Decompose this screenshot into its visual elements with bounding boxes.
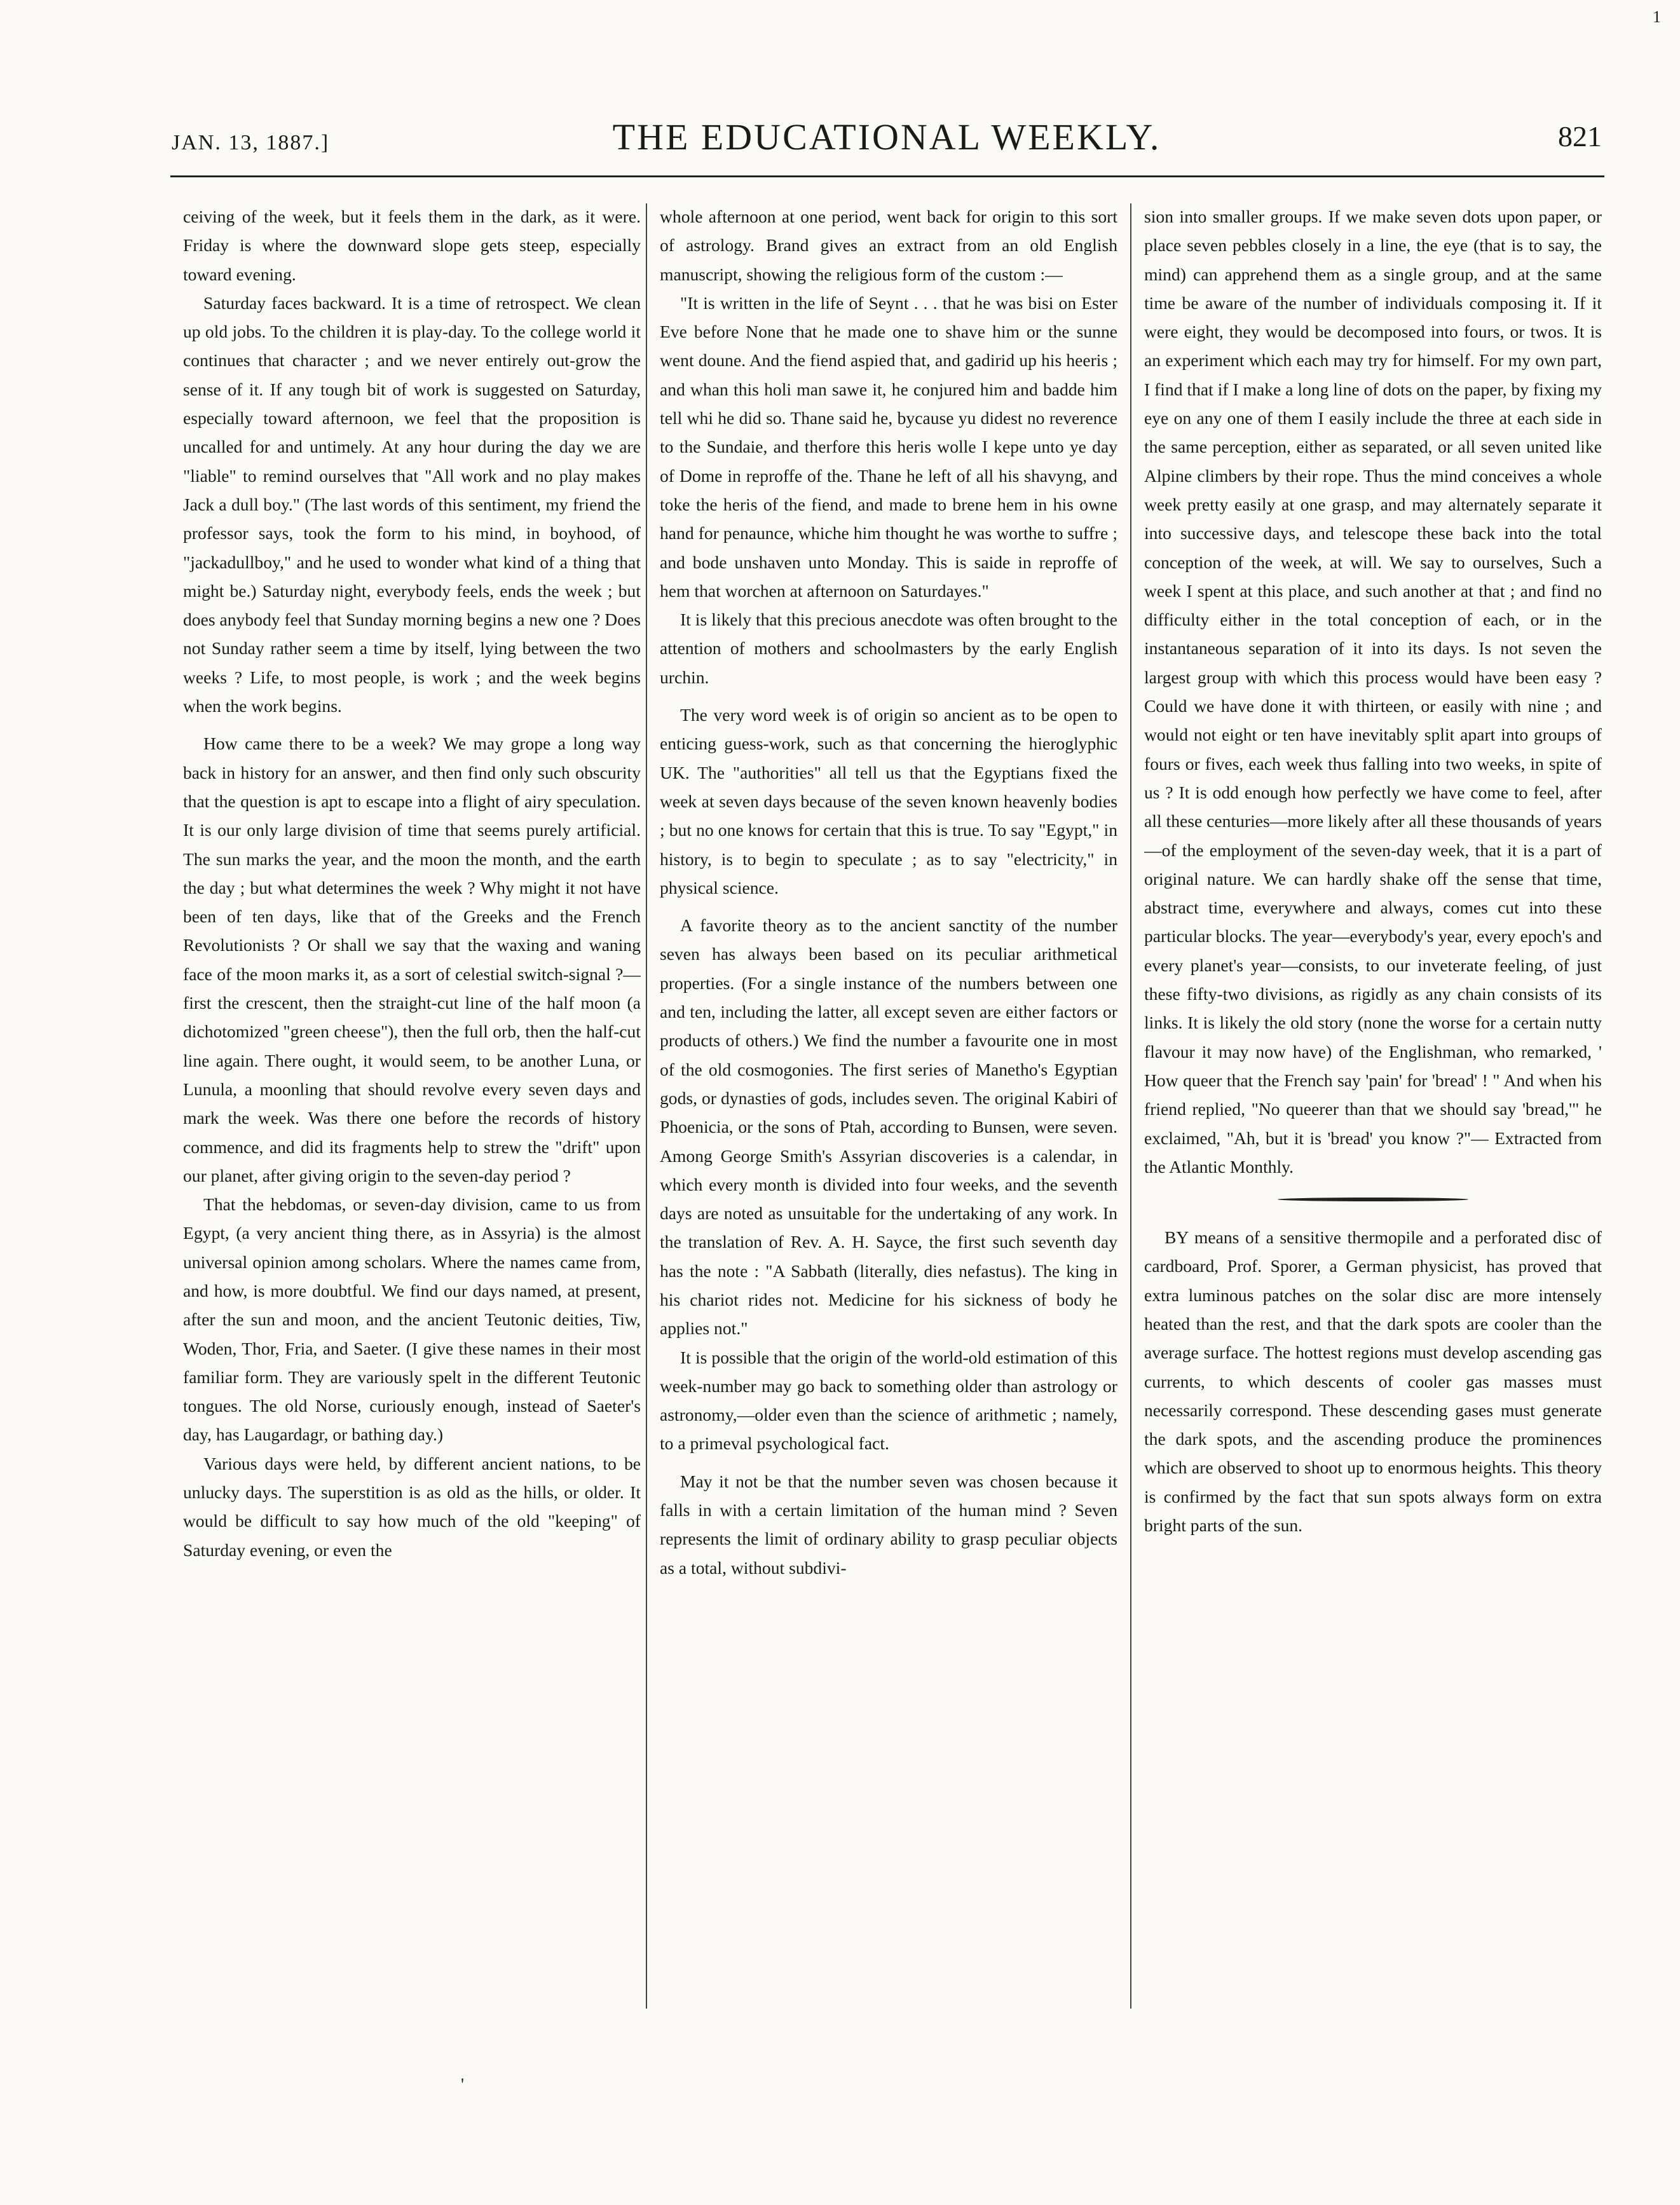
article-paragraph: May it not be that the number seven was chosen because it falls in with a certain limitation of the human mind ? Seven represents the limit of ordinary ability to grasp peculiar objects as a total, without subdivi-	[660, 1471, 1117, 1578]
article-paragraph: ceiving of the week, but it feels them in the dark, as it were. Friday is where the downward slope gets steep, especially toward evening.	[183, 207, 641, 284]
header-rule	[170, 175, 1604, 177]
article-paragraph: It is likely that this precious anecdote was often brought to the attention of mothers and schoolmasters by the early English urchin.	[660, 610, 1117, 687]
bottom-mark: '	[461, 2075, 465, 2095]
column-divider	[646, 203, 647, 2009]
article-paragraph: That the hebdomas, or seven-day division, came to us from Egypt, (a very ancient thing there, as in Assyria) is the almost universal opinion among scholars. Where the names came from, and how, is more doubtful. We find our days named, at present, after the sun and moon, and the ancient Teutonic deities, Tiw, Woden, Thor, Fria, and Saeter. (I give these names in their most familiar form. They are variously spelt in the different Teutonic tongues. The old Norse, curiously enough, instead of Saeter's day, has Laugardagr, or bathing day.)	[183, 1194, 641, 1445]
page-number: 821	[1558, 120, 1602, 153]
article-paragraph: "It is written in the life of Seynt . . . that he was bisi on Ester Eve before None that he made one to shave him or the sunne went doune. And the fiend aspied that, and gadirid up his heeris ; and whan this holi man sawe it, he conjured him and badde him tell whi he did so. Thane said he, bycause yu didest no reverence to the Sundaie, and therfore this heris wolle I kepe unto ye day of Dome in reproffe of the. Thane he left of all his shavyng, and toke the heris of the fiend, and made to brene hem in his owne hand for penaunce, whiche him thought he was worthe to suffre ; and bode unshaven unto Monday. This is saide in reproffe of hem that worchen at afternoon on Saturdayes."	[660, 292, 1117, 601]
column-1	[183, 202, 641, 2109]
article-paragraph: sion into smaller groups. If we make seven dots upon paper, or place seven pebbles closely in a line, the eye (that is to say, the mind) can apprehend them as a single group, and at the same time be aware of the number of individuals composing it. If it were eight, they would be decomposed into fours, or twos. It is an experiment which each may try for himself. For my own part, I find that if I make a long line of dots on the paper, by fixing my eye on any one of them I easily include the three at each side in the same perception, either as separated, or all seven united like Alpine climbers by their rope. Thus the mind conceives a whole week pretty easily at one grasp, and may alternately separate it into successive days, and telescope these back into the total conception of the week, at will. We say to ourselves, Such a week I spent at this place, and such another at that ; and find no difficulty either in the total conception of each, or in the instantaneous separation of it into its days. Is not seven the largest group with which this process would have been easy ? Could we have done it with thirteen, or easily with nine ; and would not eight or ten have inevitably split apart into groups of fours or fives, each week thus falling into two weeks, in spite of us ? It is odd enough how perfectly we have come to feel, after all these centuries—more likely after all these thousands of years—of the employment of the seven-day week, that it is a part of original nature. We can hardly shake off the sense that time, abstract time, everywhere and always, comes cut into these particular blocks. The year—everybody's year, every epoch's and every planet's year—consists, to our inveterate feeling, of just these fifty-two divisions, as rigidly as any chain consists of its links. It is likely the old story (none the worse for a certain nutty flavour it may now have) of the Englishman, who remarked, ' How queer that the French say 'pain' for 'bread' ! " And when his friend replied, "No queerer than that we should say 'bread,'" he exclaimed, "Ah, but it is 'bread' you know ?"— Extracted from the Atlantic Monthly.	[1144, 207, 1602, 1177]
column-2	[660, 202, 1117, 2109]
article-paragraph: It is possible that the origin of the world-old estimation of this week-number may go back to something older than astrology or astronomy,—older even than the science of arithmetic ; namely, to a primeval psychological fact.	[660, 1347, 1117, 1454]
article-paragraph: A favorite theory as to the ancient sanctity of the number seven has always been based on its peculiar arithmetical properties. (For a single instance of the numbers between one and ten, including the latter, all except seven are either factors or products of others.) We find the number a favourite one in most of the old cosmogonies. The first series of Manetho's Egyptian gods, or dynasties of gods, includes seven. The original Kabiri of Phoenicia, or the sons of Ptah, according to Bunsen, were seven. Among George Smith's Assyrian discoveries is a calendar, in which every month is divided into four weeks, and the seventh days are noted as unsuitable for the undertaking of any work. In the translation of Rev. A. H. Sayce, the first such seventh day has the note : "A Sabbath (literally, dies nefastus). The king in his chariot rides not. Medicine for his sickness of body he applies not."	[660, 915, 1117, 1339]
column-3	[1144, 202, 1602, 2109]
corner-mark: 1	[1653, 8, 1661, 26]
publication-title: THE EDUCATIONAL WEEKLY.	[612, 116, 1161, 158]
article-paragraph: The very word week is of origin so ancient as to be open to enticing guess-work, such as that concerning the hieroglyphic UK. The "authorities" all tell us that the Egyptians fixed the week at seven days because of the seven known heavenly bodies ; but no one knows for certain that this is true. To say "Egypt," in history, is to begin to speculate ; as to say "electricity," in physical science.	[660, 705, 1117, 898]
issue-date: JAN. 13, 1887.]	[172, 131, 330, 154]
article-paragraph: Saturday faces backward. It is a time of retrospect. We clean up old jobs. To the children it is play-day. To the college world it continues that character ; and we never entirely out-grow the sense of it. If any tough bit of work is suggested on Saturday, especially toward afternoon, we feel that the proposition is uncalled for and untimely. At any hour during the day we are "liable" to remind ourselves that "All work and no play makes Jack a dull boy." (The last words of this sentiment, my friend the professor says, took the form to his mind, in boyhood, of "jackadullboy," and he used to wonder what kind of a thing that might be.) Saturday night, everybody feels, ends the week ; but does anybody feel that Sunday morning begins a new one ? Does not Sunday rather seem a time by itself, lying between the two weeks ? Life, to most people, is work ; and the week begins when the work begins.	[183, 292, 641, 716]
article-paragraph: whole afternoon at one period, went back for origin to this sort of astrology. Brand gives an extract from an old English manuscript, showing the religious form of the custom :—	[660, 207, 1117, 284]
section-ornament	[1278, 1198, 1468, 1201]
column-divider	[1130, 203, 1131, 2009]
page-header	[172, 116, 1602, 167]
article-paragraph: BY means of a sensitive thermopile and a perforated disc of cardboard, Prof. Sporer, a German physicist, has proved that extra luminous patches on the solar disc are more intensely heated than the rest, and that the dark spots are cooler than the average surface. The hottest regions must develop ascending gas currents, to which descents of cooler gas masses must necessarily correspond. These descending gases must generate the dark spots, and the ascending produce the prominences which are observed to shoot up to enormous heights. This theory is confirmed by the fact that sun spots always form on extra bright parts of the sun.	[1144, 1227, 1602, 1536]
article-paragraph: Various days were held, by different ancient nations, to be unlucky days. The superstition is as old as the hills, or older. It would be difficult to say how much of the old "keeping" of Saturday evening, or even the	[183, 1453, 641, 1560]
article-paragraph: How came there to be a week? We may grope a long way back in history for an answer, and then find only such obscurity that the question is apt to escape into a flight of airy speculation. It is our only large division of time that seems purely artificial. The sun marks the year, and the moon the month, and the earth the day ; but what determines the week ? Why might it not have been of ten days, like that of the Greeks and the French Revolutionists ? Or shall we say that the waxing and waning face of the moon marks it, as a sort of celestial switch-signal ?—first the crescent, then the straight-cut line of the half moon (a dichotomized "green cheese"), then the full orb, then the half-cut line again. There ought, it would seem, to be another Luna, or Lunula, a moonling that should revolve every seven days and mark the week. Was there one before the records of history commence, and did its fragments help to strew the "drift" upon our planet, after giving origin to the seven-day period ?	[183, 734, 641, 1185]
